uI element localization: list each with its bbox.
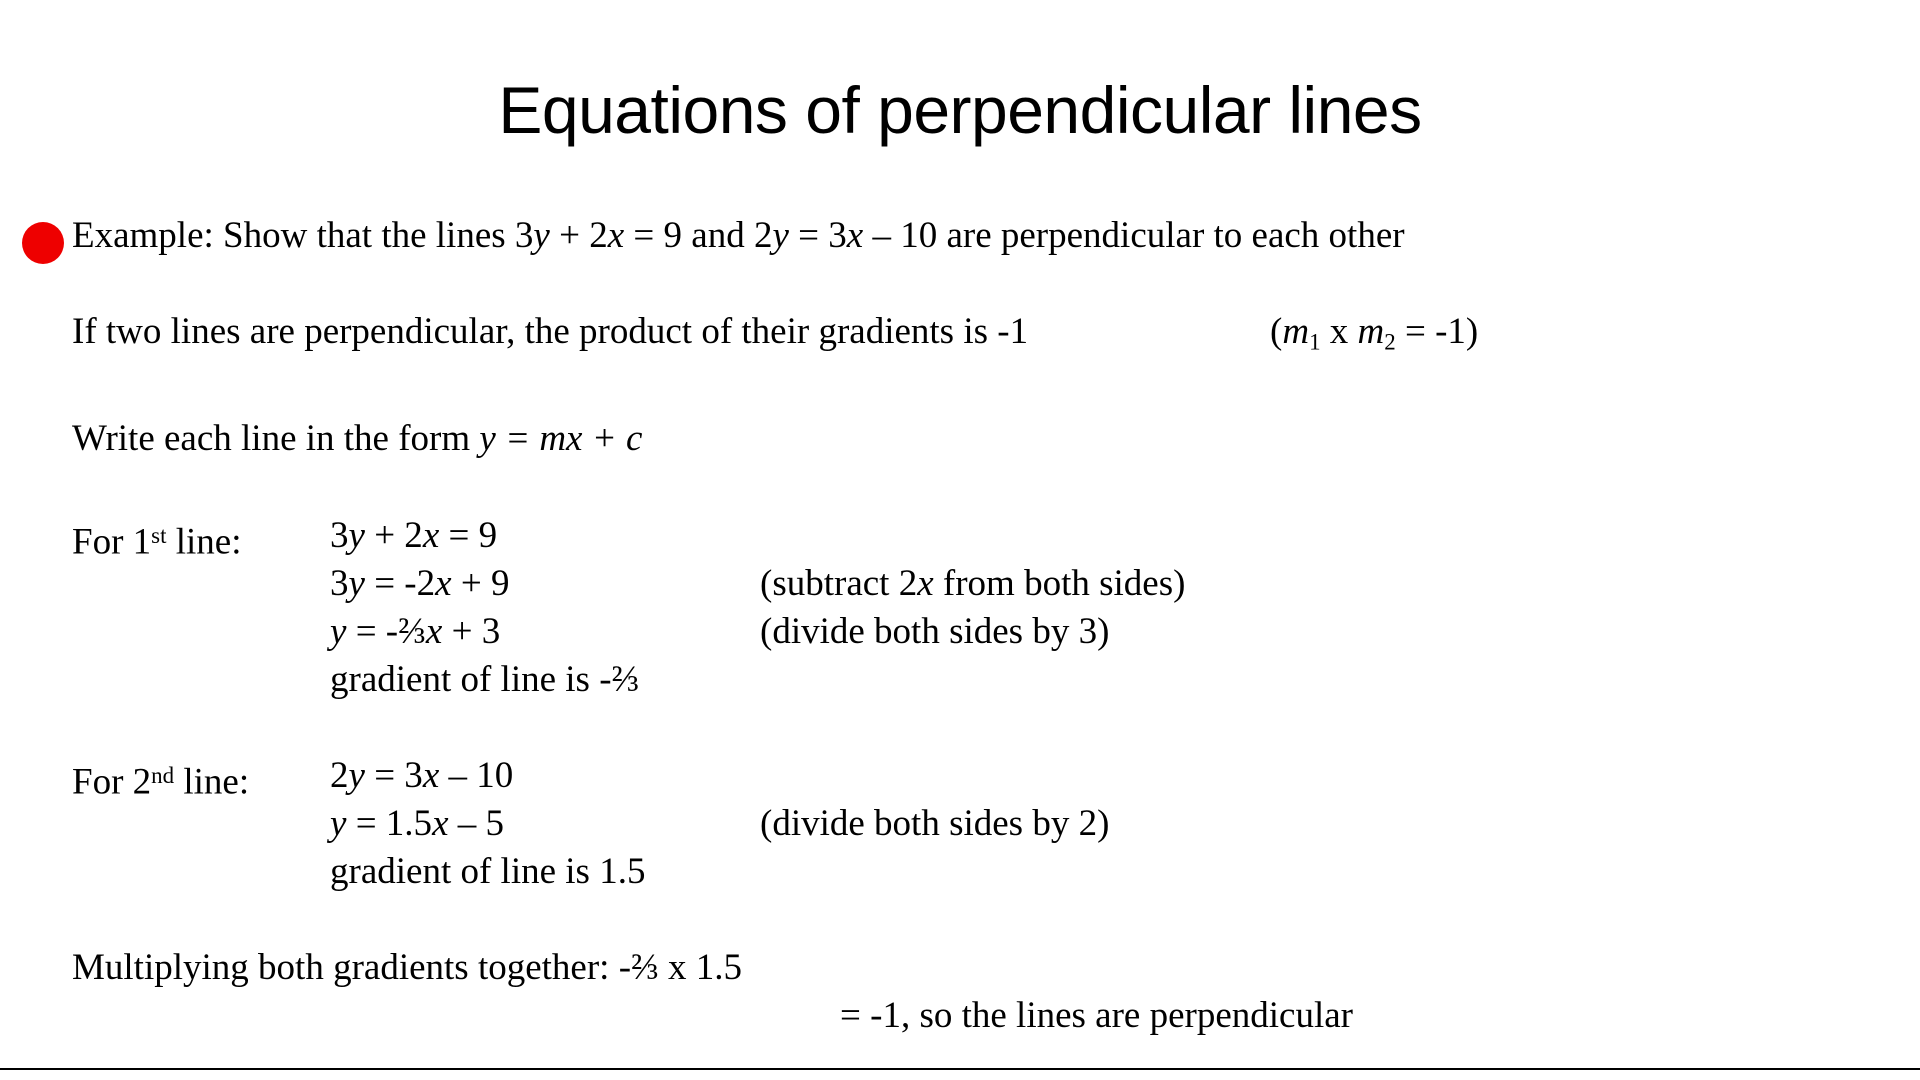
s2step1-var2: x [422, 755, 440, 796]
step3-var2: x [425, 611, 443, 652]
note-subtract-pre: (subtract 2 [760, 563, 918, 604]
bullet-dot-icon [22, 222, 64, 264]
perpendicular-rule-formula [1270, 309, 1478, 365]
s2step2-post: – 5 [448, 803, 504, 844]
step1-mid: + 2 [364, 515, 423, 556]
step1-pre: 3 [330, 515, 349, 556]
rule-m2: m [1357, 311, 1385, 352]
s2step1-pre: 2 [330, 755, 349, 796]
second-line-gradient: gradient of line is 1.5 [330, 851, 646, 892]
step1-var2: x [422, 515, 440, 556]
example-y1: y [533, 215, 550, 256]
rule-m2-sub: 2 [1384, 329, 1396, 355]
first-line-label-sup: st [151, 523, 167, 548]
second-line-label-suffix: line: [174, 761, 250, 803]
example-y2: y [772, 215, 789, 256]
second-line-note-divide: (divide both sides by 2) [760, 803, 1110, 844]
rule-times: x [1320, 311, 1358, 352]
rule-m1: m [1282, 311, 1310, 352]
rule-text: If two lines are perpendicular, the product of their gradients is -1 [72, 311, 1029, 352]
step3-var1: y [330, 611, 347, 652]
second-line-step-1 [330, 753, 513, 799]
example-mid1: + 2 [549, 215, 608, 256]
bottom-divider [0, 1068, 1920, 1070]
rule-m1-sub: 1 [1309, 329, 1321, 355]
write-form-line [72, 416, 642, 462]
conclusion-line-2: = -1, so the lines are perpendicular [840, 995, 1353, 1036]
example-line [72, 213, 1405, 259]
step3-post: + 3 [442, 611, 501, 652]
step2-post: + 9 [451, 563, 510, 604]
second-line-label-sup: nd [151, 763, 175, 788]
first-line-step-1 [330, 513, 497, 559]
first-line-step-3 [330, 609, 500, 655]
first-line-note-divide: (divide both sides by 3) [760, 611, 1110, 652]
first-line-note-subtract [760, 561, 1185, 607]
form-eq: = [495, 418, 540, 459]
example-x2: x [846, 215, 864, 256]
step2-var2: x [435, 563, 452, 604]
s2step1-mid: = 3 [364, 755, 423, 796]
step2-pre: 3 [330, 563, 349, 604]
s2step2-var2: x [432, 803, 449, 844]
s2step2-mid: = 1.5 [346, 803, 433, 844]
page-title: Equations of perpendicular lines [498, 73, 1422, 147]
form-y: y [479, 418, 496, 459]
first-line-gradient: gradient of line is -⅔ [330, 659, 640, 700]
s2step2-var1: y [330, 803, 347, 844]
second-line-step-2 [330, 801, 504, 847]
example-mid3: = 3 [788, 215, 847, 256]
first-line-label-prefix: For 1 [72, 521, 152, 563]
note-subtract-post: from both sides) [933, 563, 1186, 604]
step3-mid: = -⅔ [346, 611, 426, 652]
second-line-label [72, 753, 249, 805]
s2step1-post: – 10 [439, 755, 514, 796]
form-text: Write each line in the form [72, 418, 480, 459]
step2-var1: y [348, 563, 365, 604]
form-plus: + [582, 418, 626, 459]
form-mx: mx [539, 418, 583, 459]
rule-bracket-close: = -1) [1395, 311, 1479, 352]
rule-bracket-open: ( [1270, 311, 1283, 352]
example-prefix: Example: Show that the lines 3 [72, 215, 534, 256]
first-line-label [72, 513, 241, 565]
example-mid2: = 9 and 2 [624, 215, 773, 256]
step2-mid: = -2 [364, 563, 436, 604]
form-c: c [625, 418, 643, 459]
conclusion-line-1: Multiplying both gradients together: -⅔ x 1.5 [72, 947, 743, 988]
second-line-label-prefix: For 2 [72, 761, 152, 803]
first-line-step-2 [330, 561, 509, 607]
perpendicular-rule-line [72, 309, 1028, 355]
step1-var1: y [348, 515, 365, 556]
s2step1-var1: y [348, 755, 365, 796]
step1-post: = 9 [439, 515, 498, 556]
example-x1: x [607, 215, 625, 256]
note-subtract-var: x [917, 563, 934, 604]
example-suffix: – 10 are perpendicular to each other [863, 215, 1405, 256]
first-line-label-suffix: line: [166, 521, 242, 563]
